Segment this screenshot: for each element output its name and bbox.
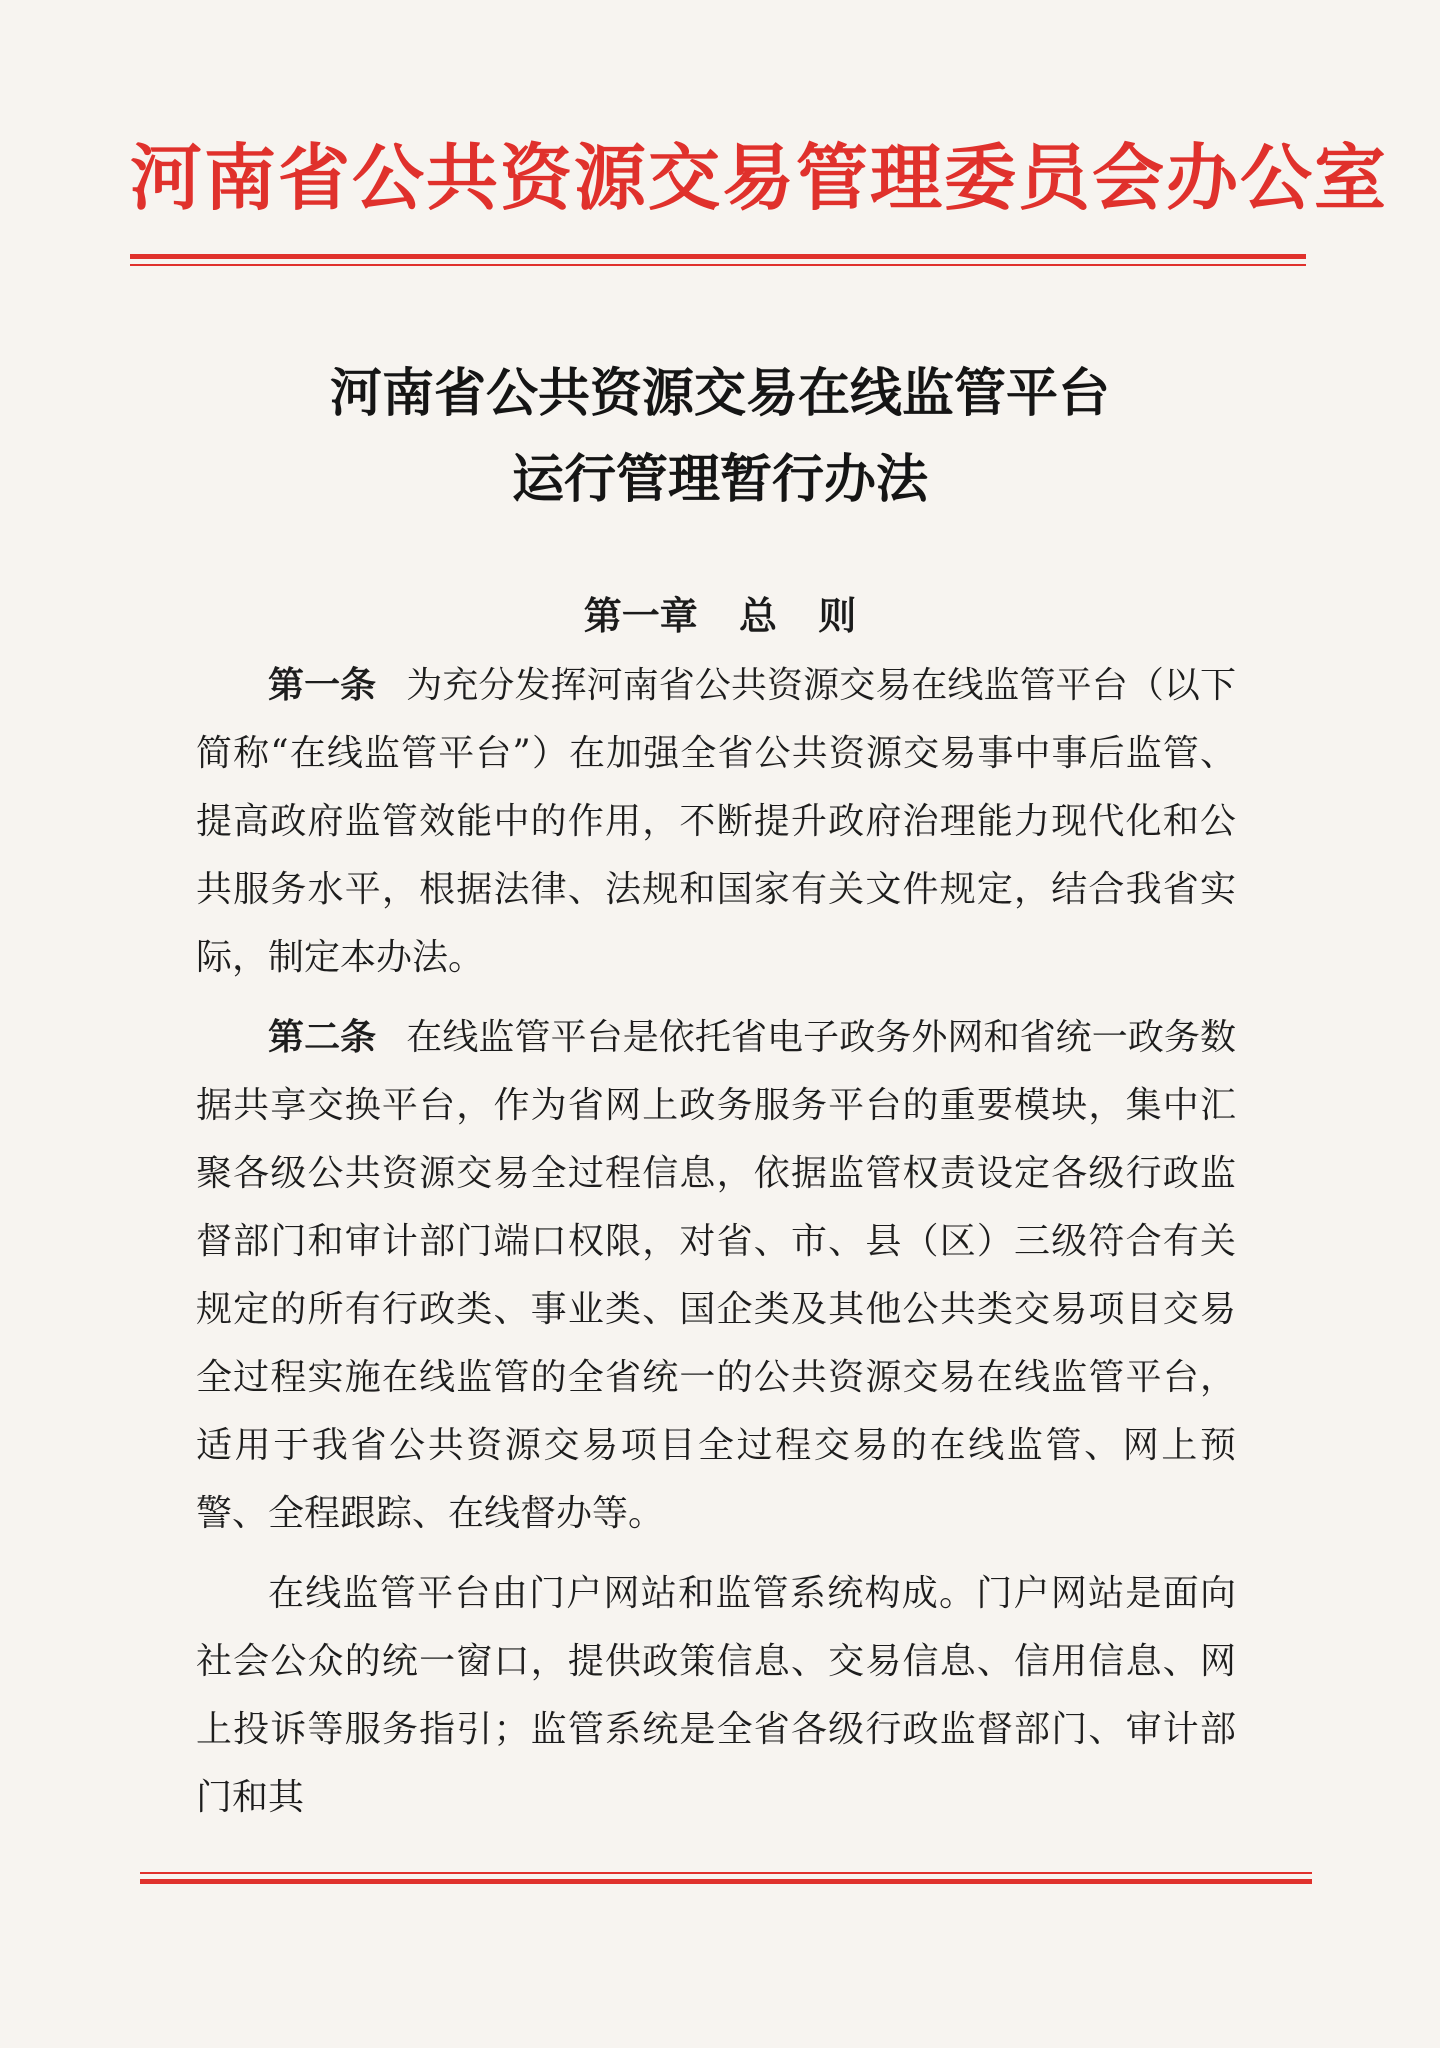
document-title-line-1: 河南省公共资源交易在线监管平台 xyxy=(329,363,1110,424)
paragraph-platform-composition xyxy=(196,1560,1236,1832)
article-number: 第一条 xyxy=(268,665,377,706)
letterhead-org-name: 河南省公共资源交易管理委员会办公室 xyxy=(130,136,1389,220)
chapter-heading: 第一章 总 则 xyxy=(583,594,857,638)
article-text: 在线监管平台是依托省电子政务外网和省统一政务数据共享交换平台，作为省网上政务服务平台的重要模块，集中汇聚各级公共资源交易全过程信息，依据监管权责设定各级行政监督部门和审计部门端口权限，对省、市、县（区）三级符合有关规定的所有行政类、事业类、国企类及其他公共类交易项目交易全过程实施在线监管的全省统一的公共资源交易在线监管平台，适用于我省公共资源交易项目全过程交易的在线监管、网上预警、全程跟踪、在线督办等。 xyxy=(196,1017,1236,1534)
paragraph-article-1 xyxy=(196,652,1236,992)
document-title-line-2: 运行管理暂行办法 xyxy=(511,449,928,510)
paragraph-text: 在线监管平台由门户网站和监管系统构成。门户网站是面向社会公众的统一窗口，提供政策信息、交易信息、信用信息、网上投诉等服务指引；监管系统是全省各级行政监督部门、审计部门和其 xyxy=(196,1573,1236,1818)
article-number: 第二条 xyxy=(268,1017,377,1058)
article-text: 为充分发挥河南省公共资源交易在线监管平台（以下简称“在线监管平台”）在加强全省公共资源交易事中事后监管、提高政府监管效能中的作用，不断提升政府治理能力现代化和公共服务水平，根据法律、法规和国家有关文件规定，结合我省实际，制定本办法。 xyxy=(196,665,1236,978)
paragraph-article-2 xyxy=(196,1004,1236,1548)
